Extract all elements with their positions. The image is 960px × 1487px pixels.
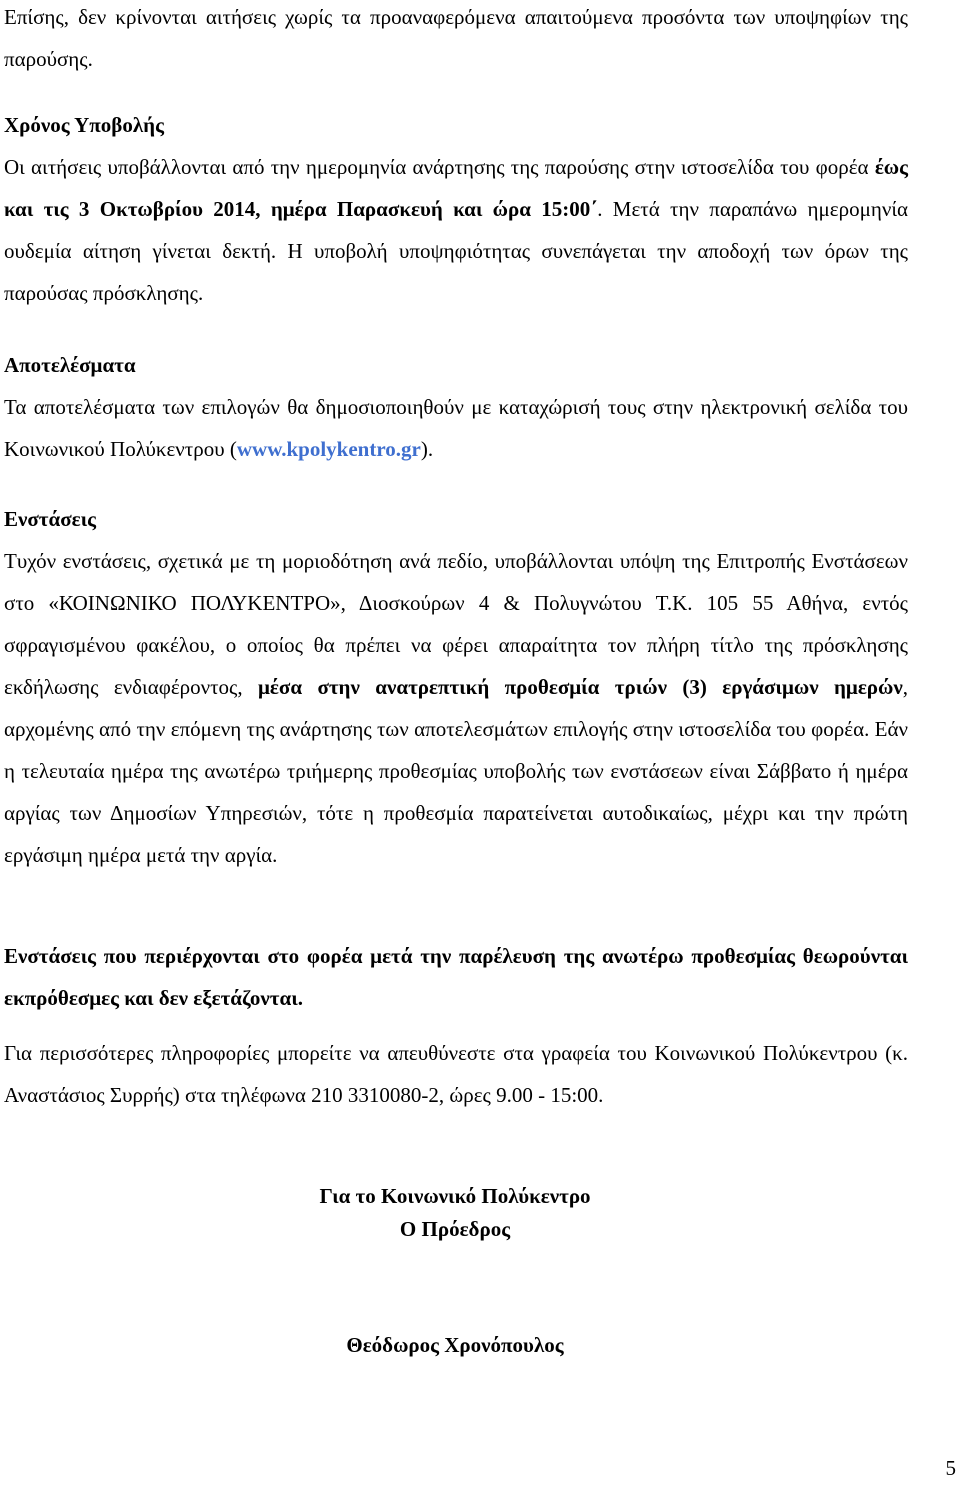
- results-paragraph: [4, 386, 908, 470]
- submission-paragraph: [4, 146, 908, 314]
- objections-text-end: , αρχομένης από την επόμενη της ανάρτησης των αποτελεσμάτων επιλογής στην ιστοσελίδα του φορέα. Εάν η τελευταία ημέρα της ανωτέρω τριήμερης προθεσμίας υποβολής των ενστάσεων είναι Σάββατο ή ημέρα αργίας των Δημοσίων Υπηρεσιών, τότε η προθεσμία παρατείνεται αυτοδικαίως, μέχρι και την πρώτη εργάσιμη ημέρα μετά την αργία.: [4, 675, 909, 867]
- objections-heading: Ενστάσεις: [4, 507, 96, 531]
- eligibility-paragraph: [4, 0, 908, 80]
- submission-deadline: έως και τις 3 Οκτωβρίου 2014, ημέρα Παρασκευή και ώρα 15:00΄: [4, 155, 908, 221]
- contact-info-paragraph: [4, 1032, 908, 1116]
- objections-paragraph: [4, 540, 908, 876]
- results-text-start: Τα αποτελέσματα των επιλογών θα δημοσιοποιηθούν με καταχώρισή τους στην ηλεκτρονική σελίδα του Κοινωνικού Πολύκεντρου (: [4, 395, 908, 461]
- objections-deadline: μέσα στην ανατρεπτική προθεσμία τριών (3) εργάσιμων ημερών: [258, 675, 903, 699]
- late-objections-notice: [4, 935, 908, 1019]
- results-text-end: ).: [420, 437, 434, 461]
- results-heading: Αποτελέσματα: [4, 353, 136, 377]
- submission-text-end: . Μετά την παραπάνω ημερομηνία ουδεμία αίτηση γίνεται δεκτή. Η υποβολή υποψηφιότητας συνεπάγεται την αποδοχή των όρων της παρούσας πρόσκλησης.: [4, 197, 908, 305]
- late-objections-text: Ενστάσεις που περιέρχονται στο φορέα μετά την παρέλευση της ανωτέρω προθεσμίας θεωρούνται εκπρόθεσμες και δεν εξετάζονται.: [4, 944, 908, 1010]
- signature-organization: Για το Κοινωνικό Πολύκεντρο: [319, 1184, 591, 1208]
- page-number: 5: [945, 1456, 956, 1480]
- signature-role: Ο Πρόεδρος: [399, 1217, 511, 1241]
- submission-heading: Χρόνος Υποβολής: [4, 113, 164, 137]
- eligibility-text: Επίσης, δεν κρίνονται αιτήσεις χωρίς τα προαναφερόμενα απαιτούμενα προσόντα των υποψηφίων της παρούσης.: [4, 5, 908, 71]
- results-website-link[interactable]: www.kpolykentro.gr: [236, 437, 421, 461]
- submission-text-start: Οι αιτήσεις υποβάλλονται από την ημερομηνία ανάρτησης της παρούσης στην ιστοσελίδα του φορέα: [4, 155, 875, 179]
- contact-info-text: Για περισσότερες πληροφορίες μπορείτε να απευθύνεστε στα γραφεία του Κοινωνικού Πολύκεντρου (κ. Αναστάσιος Συρρής) στα τηλέφωνα 210 3310080-2, ώρες 9.00 - 15:00.: [4, 1041, 908, 1107]
- signature-name: Θεόδωρος Χρονόπουλος: [346, 1333, 564, 1357]
- objections-text-start: Τυχόν ενστάσεις, σχετικά με τη μοριοδότηση ανά πεδίο, υποβάλλονται υπόψη της Επιτροπής Ενστάσεων στο «ΚΟΙΝΩΝΙΚΟ ΠΟΛΥΚΕΝΤΡΟ», Διοσκούρων 4 & Πολυγνώτου Τ.Κ. 105 55 Αθήνα, εντός σφραγισμένου φακέλου, ο οποίος θα πρέπει να φέρει απαραίτητα τον πλήρη τίτλο της πρόσκλησης εκδήλωσης ενδιαφέροντος,: [4, 549, 908, 699]
